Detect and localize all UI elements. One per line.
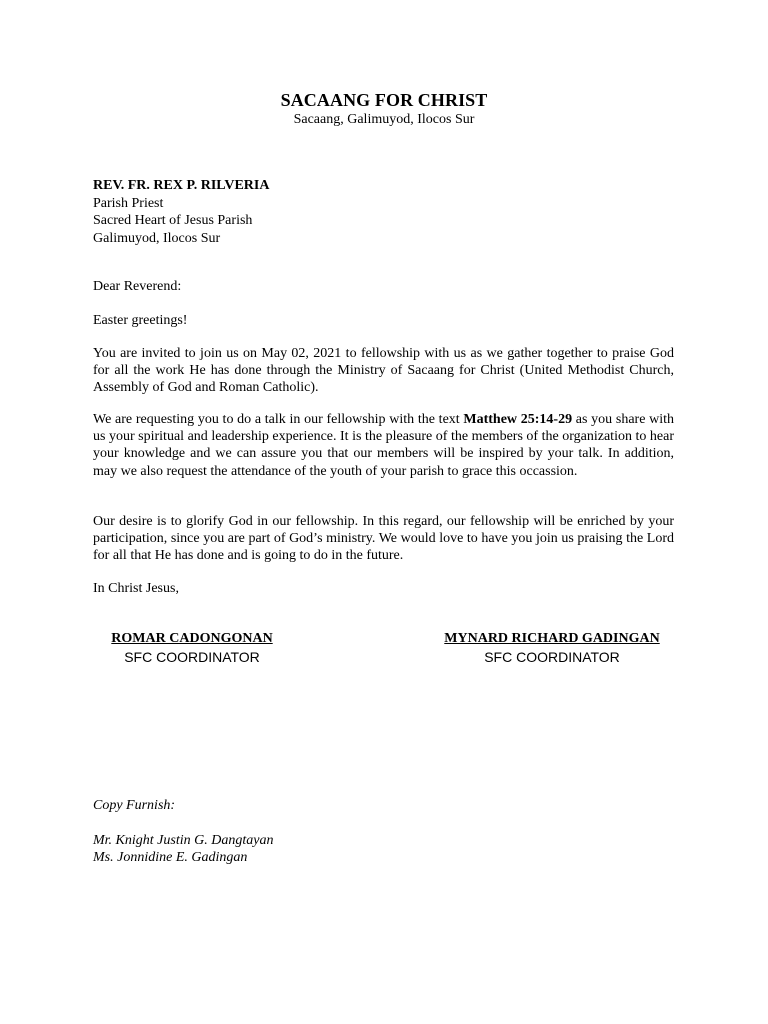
letterhead [0,89,768,128]
recipient-location: Galimuyod, Ilocos Sur [93,230,221,246]
signatory-left [92,630,292,666]
copy-furnish-label: Copy Furnish: [93,798,176,813]
copy-furnish-recipient: Mr. Knight Justin G. Dangtayan [93,833,274,848]
body-paragraph-request [93,411,674,480]
organization-address: Sacaang, Galimuyod, Ilocos Sur [293,112,475,127]
copy-furnish-recipient: Ms. Jonnidine E. Gadingan [93,850,248,865]
organization-name: SACAANG FOR CHRIST [280,90,488,110]
request-text-start: We are requesting you to do a talk in our fellowship with the text [93,412,464,427]
body-paragraph-invitation: You are invited to join us on May 02, 2021 to fellowship with us as we gather together to praise God for all the work He has done through the Ministry of Sacaang for Christ (United Methodist Church, Assembly of God and Roman Catholic). [93,346,674,396]
request-text-end: as you share with us your spiritual and leadership experience. It is the pleasure of the members of the organization to hear your knowledge and we can assure you that our members will be inspired by your talk. In addition, may we also request the attendance of the youth of your parish to grace this occassion. [93,412,675,479]
recipient-parish: Sacred Heart of Jesus Parish [93,213,253,228]
closing: In Christ Jesus, [93,581,179,596]
greeting: Easter greetings! [93,313,188,328]
signatory-name: ROMAR CADONGONAN [111,631,273,646]
scripture-reference: Matthew 25:14-29 [463,412,573,427]
signatory-title: SFC COORDINATOR [124,649,260,665]
recipient-position: Parish Priest [93,195,164,211]
recipient-block [93,177,269,247]
signatory-name: MYNARD RICHARD GADINGAN [444,631,660,646]
signatory-title: SFC COORDINATOR [484,649,620,665]
copy-furnish-list [93,832,273,866]
body-paragraph-desire: Our desire is to glorify God in our fellowship. In this regard, our fellowship will be enriched by your participation, since you are part of God’s ministry. We would love to have you join us praising the Lord for all that He has done and is going to do in the future. [93,514,674,564]
recipient-name: REV. FR. REX P. RILVERIA [93,178,270,193]
signatory-right [420,630,684,666]
salutation: Dear Reverend: [93,279,182,294]
